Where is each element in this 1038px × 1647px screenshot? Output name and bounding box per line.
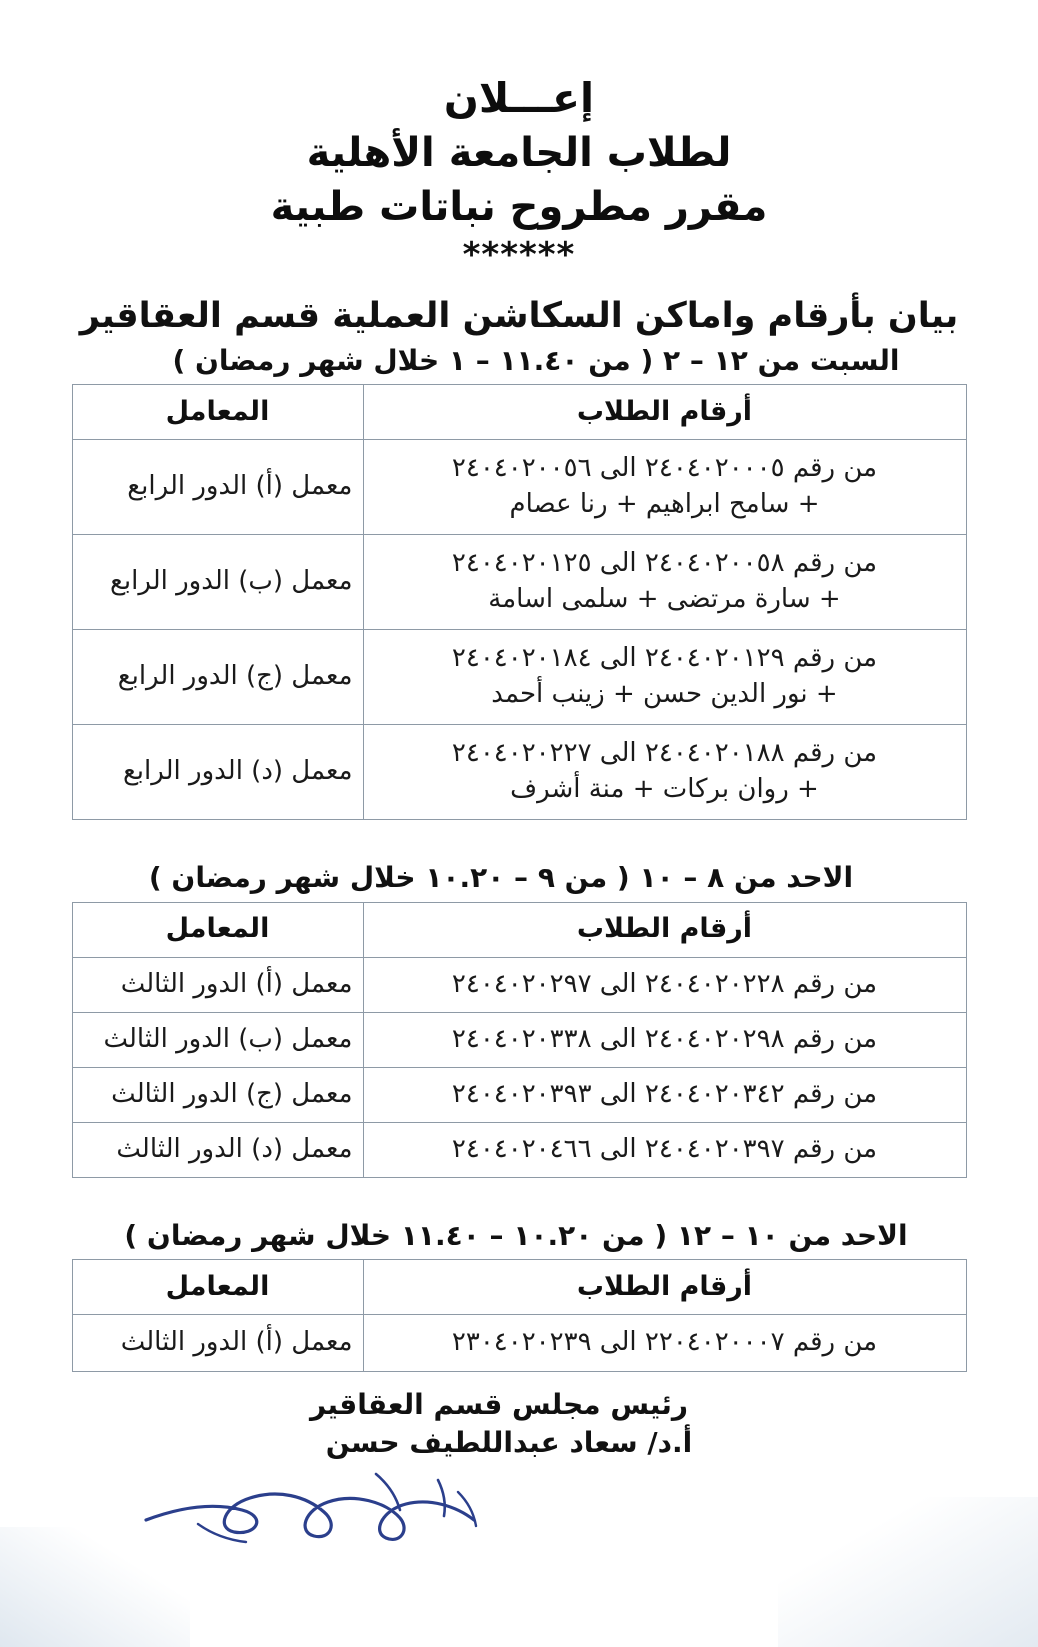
student-range: من رقم ٢٤٠٤٠٢٠٠٥٨ الى ٢٤٠٤٠٢٠١٢٥ — [451, 548, 878, 579]
table-row — [72, 1012, 966, 1067]
cell-lab: معمل (أ) الدور الثالث — [72, 1315, 363, 1372]
table-row — [72, 440, 966, 535]
schedule-heading-sunday-late: الاحد من ١٠ – ١٢ ( من ١٠.٢٠ – ١١.٤٠ خلال شهر رمضان ) — [124, 1218, 908, 1252]
table-row — [72, 535, 966, 630]
table-header-row — [72, 385, 966, 440]
table-header-row — [72, 902, 966, 957]
document-header — [60, 0, 978, 275]
column-header-students: أرقام الطلاب — [363, 902, 966, 957]
student-range: من رقم ٢٤٠٤٠٢٠١٢٩ الى ٢٤٠٤٠٢٠١٨٤ — [451, 643, 878, 674]
cell-students — [363, 535, 966, 630]
cell-students: من رقم ٢٤٠٤٠٢٠٢٢٨ الى ٢٤٠٤٠٢٠٢٩٧ — [363, 957, 966, 1012]
cell-students — [363, 725, 966, 820]
cell-students: من رقم ٢٤٠٤٠٢٠٢٩٨ الى ٢٤٠٤٠٢٠٣٣٨ — [363, 1012, 966, 1067]
table-row — [72, 1067, 966, 1122]
table-row — [72, 1122, 966, 1177]
table-row — [72, 1315, 966, 1372]
schedule-table-sunday-morning — [72, 902, 967, 1178]
signature-block — [60, 1386, 978, 1580]
student-extra-names: + روان بركات + منة أشرف — [510, 774, 819, 805]
column-header-students: أرقام الطلاب — [363, 385, 966, 440]
column-header-lab: المعامل — [72, 902, 363, 957]
header-line-audience: لطلاب الجامعة الأهلية — [306, 130, 732, 177]
column-header-students: أرقام الطلاب — [363, 1260, 966, 1315]
table-row — [72, 630, 966, 725]
cell-students: من رقم ٢٤٠٤٠٢٠٣٤٢ الى ٢٤٠٤٠٢٠٣٩٣ — [363, 1067, 966, 1122]
header-line-course: مقرر مطروح نباتات طبية — [270, 184, 768, 231]
header-separator-stars: ****** — [462, 235, 576, 276]
signatory-title: رئيس مجلس قسم العقاقير — [310, 1388, 688, 1422]
student-extra-names: + نور الدين حسن + زينب أحمد — [491, 679, 838, 710]
schedule-heading-saturday: السبت من ١٢ – ٢ ( من ١١.٤٠ – ١ خلال شهر رمضان ) — [172, 344, 900, 378]
handwritten-signature — [60, 1460, 978, 1580]
student-extra-names: + سارة مرتضى + سلمى اسامة — [488, 584, 841, 615]
cell-lab: معمل (د) الدور الرابع — [72, 725, 363, 820]
cell-lab: معمل (ب) الدور الثالث — [72, 1012, 363, 1067]
cell-students: من رقم ٢٢٠٤٠٢٠٠٠٧ الى ٢٣٠٤٠٢٠٢٣٩ — [363, 1315, 966, 1372]
column-header-lab: المعامل — [72, 385, 363, 440]
schedule-table-sunday-late — [72, 1259, 967, 1372]
table-row — [72, 957, 966, 1012]
cell-lab: معمل (ج) الدور الرابع — [72, 630, 363, 725]
signatory-name: أ.د/ سعاد عبداللطيف حسن — [325, 1426, 693, 1460]
student-range: من رقم ٢٤٠٤٠٢٠١٨٨ الى ٢٤٠٤٠٢٠٢٢٧ — [451, 738, 878, 769]
cell-students — [363, 630, 966, 725]
cell-lab: معمل (أ) الدور الثالث — [72, 957, 363, 1012]
schedule-heading-sunday-morning: الاحد من ٨ – ١٠ ( من ٩ – ١٠.٢٠ خلال شهر رمضان ) — [148, 861, 854, 895]
section-title: بيان بأرقام واماكن السكاشن العملية قسم العقاقير — [79, 296, 959, 337]
schedule-table-saturday — [72, 384, 967, 820]
student-range: من رقم ٢٤٠٤٠٢٠٠٠٥ الى ٢٤٠٤٠٢٠٠٥٦ — [451, 453, 878, 484]
table-row — [72, 725, 966, 820]
cell-lab: معمل (أ) الدور الرابع — [72, 440, 363, 535]
column-header-lab: المعامل — [72, 1260, 363, 1315]
cell-students: من رقم ٢٤٠٤٠٢٠٣٩٧ الى ٢٤٠٤٠٢٠٤٦٦ — [363, 1122, 966, 1177]
student-extra-names: + سامح ابراهيم + رنا عصام — [509, 489, 820, 520]
cell-lab: معمل (د) الدور الثالث — [72, 1122, 363, 1177]
signature-ink-icon — [138, 1462, 518, 1572]
cell-lab: معمل (ب) الدور الرابع — [72, 535, 363, 630]
header-line-announcement: إعـــلان — [443, 74, 595, 122]
table-header-row — [72, 1260, 966, 1315]
cell-lab: معمل (ج) الدور الثالث — [72, 1067, 363, 1122]
cell-students — [363, 440, 966, 535]
